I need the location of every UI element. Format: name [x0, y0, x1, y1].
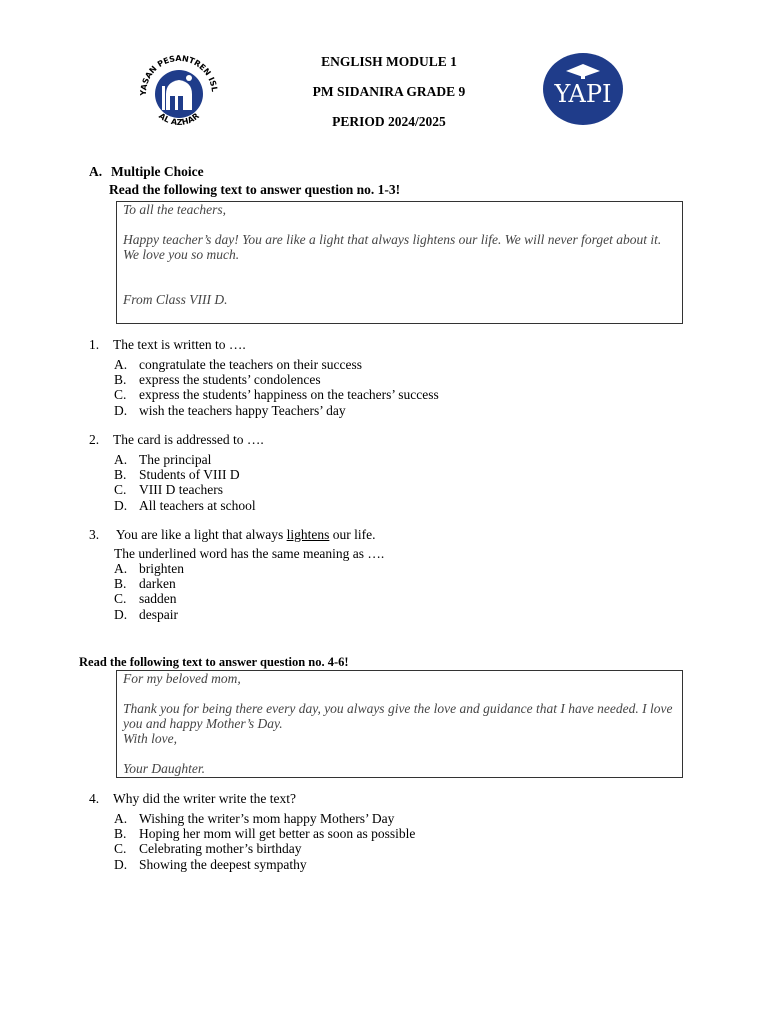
text2-closing-1: With love, — [123, 731, 177, 746]
section-title: Multiple Choice — [111, 164, 204, 179]
option-a — [114, 561, 674, 576]
question-3-options — [114, 561, 674, 622]
question-text: The text is written to …. — [113, 337, 246, 352]
option-text: express the students’ condolences — [139, 372, 321, 388]
option-letter: D. — [114, 856, 128, 872]
text-box-1 — [116, 201, 683, 324]
text-box-2 — [116, 670, 683, 778]
option-d — [114, 857, 674, 872]
option-letter: C. — [114, 482, 127, 498]
option-text: Celebrating mother’s birthday — [139, 841, 302, 857]
option-letter: C. — [114, 591, 127, 607]
option-text: darken — [139, 576, 176, 592]
svg-text:YAYASAN PESANTREN ISLAM: YASAN PESANTREN ISL — [138, 53, 219, 96]
question-3-subtext: The underlined word has the same meaning as …. — [114, 546, 385, 561]
option-letter: C. — [114, 387, 127, 403]
question-number: 1. — [89, 337, 100, 352]
question-2 — [89, 432, 689, 448]
option-letter: D. — [114, 402, 128, 418]
option-text: despair — [139, 606, 178, 622]
underlined-word: lightens — [286, 527, 330, 542]
option-b — [114, 467, 674, 482]
question-number: 3. — [89, 527, 100, 542]
option-letter: C. — [114, 841, 127, 857]
instruction-1: Read the following text to answer question no. 1-3! — [109, 182, 401, 197]
question-4-options — [114, 811, 674, 872]
option-c — [114, 482, 674, 497]
option-b — [114, 826, 674, 841]
option-letter: A. — [114, 811, 128, 826]
text1-body: Happy teacher’s day! You are like a light that always lightens our life. We will never forget about it. We love you so much. — [123, 232, 662, 262]
text2-greeting: For my beloved mom, — [123, 671, 241, 686]
option-text: brighten — [139, 561, 184, 576]
al-azhar-logo — [134, 50, 224, 132]
option-text: congratulate the teachers on their success — [139, 357, 363, 372]
option-text: The principal — [139, 452, 212, 467]
section-marker: A. — [89, 164, 103, 179]
question-text: The card is addressed to …. — [113, 432, 264, 447]
question-number: 4. — [89, 791, 100, 806]
option-letter: B. — [114, 372, 127, 388]
option-a — [114, 811, 674, 826]
option-letter: A. — [114, 357, 128, 372]
option-b — [114, 576, 674, 591]
question-3 — [89, 527, 689, 543]
option-text: Students of VIII D — [139, 467, 240, 483]
option-c — [114, 591, 674, 606]
question-2-options — [114, 452, 674, 513]
text2-closing-2: Your Daughter. — [123, 761, 206, 776]
text2-body: Thank you for being there every day, you always give the love and guidance that I have needed. I love you and happy Mother’s Day. — [123, 701, 673, 731]
option-letter: B. — [114, 576, 127, 592]
question-1 — [89, 337, 689, 353]
option-text: All teachers at school — [139, 497, 256, 513]
yapi-logo — [542, 52, 624, 126]
svg-text:AL AZHAR: AL AZHAR — [157, 111, 201, 127]
question-text: Why did the writer write the text? — [113, 791, 296, 806]
period-title: PERIOD 2024/2025 — [332, 114, 446, 129]
option-letter: B. — [114, 467, 127, 483]
option-text: Showing the deepest sympathy — [139, 856, 307, 872]
option-text: sadden — [139, 591, 177, 607]
option-a — [114, 357, 674, 372]
option-text: VIII D teachers — [139, 482, 223, 498]
option-text: Wishing the writer’s mom happy Mothers’ Day — [139, 811, 395, 826]
option-text: express the students’ happiness on the teachers’ success — [139, 387, 439, 403]
module-title: ENGLISH MODULE 1 — [321, 54, 457, 69]
section-heading — [89, 164, 204, 180]
question-text-before: You are like a light that always — [115, 527, 287, 542]
question-text-after: our life. — [329, 527, 376, 542]
option-text: Hoping her mom will get better as soon as possible — [139, 826, 416, 842]
option-letter: D. — [114, 606, 128, 622]
option-c — [114, 387, 674, 402]
svg-text:YAPI: YAPI — [554, 80, 612, 108]
text1-closing: From Class VIII D. — [123, 292, 228, 307]
question-1-options — [114, 357, 674, 418]
option-d — [114, 403, 674, 418]
option-text: wish the teachers happy Teachers’ day — [139, 402, 346, 418]
text1-greeting: To all the teachers, — [123, 202, 226, 217]
grade-title: PM SIDANIRA GRADE 9 — [312, 84, 466, 99]
question-4 — [89, 791, 689, 807]
instruction-2: Read the following text to answer question no. 4-6! — [79, 655, 349, 669]
question-number: 2. — [89, 432, 100, 447]
option-c — [114, 841, 674, 856]
option-d — [114, 607, 674, 622]
option-letter: D. — [114, 497, 128, 513]
option-b — [114, 372, 674, 387]
option-letter: A. — [114, 452, 128, 467]
option-a — [114, 452, 674, 467]
option-d — [114, 498, 674, 513]
option-letter: B. — [114, 826, 127, 842]
option-letter: A. — [114, 561, 128, 576]
